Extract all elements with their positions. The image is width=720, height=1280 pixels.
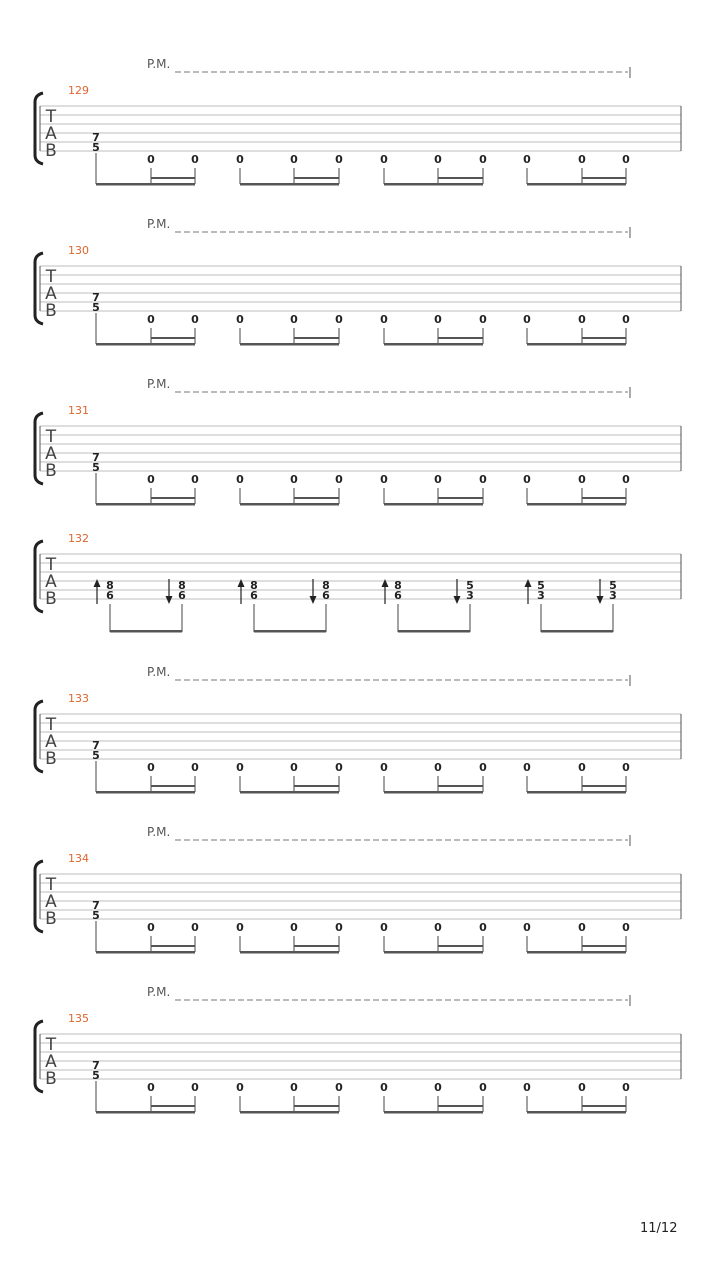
fret-number: 7 <box>92 131 100 144</box>
system-bracket <box>35 253 43 324</box>
fret-number: 8 <box>394 579 402 592</box>
system-bracket <box>35 1021 43 1092</box>
beam <box>384 183 483 186</box>
palm-mute-label: P.M. <box>147 985 171 999</box>
beam-secondary <box>438 945 483 947</box>
fret-number: 0 <box>523 761 531 774</box>
tab-clef-letter: A <box>45 124 57 144</box>
fret-number: 0 <box>622 313 630 326</box>
fret-number: 0 <box>578 1081 586 1094</box>
beam-secondary <box>582 785 626 787</box>
fret-number: 0 <box>191 1081 199 1094</box>
fret-number: 5 <box>537 579 545 592</box>
beam <box>96 183 195 186</box>
beam <box>110 630 182 633</box>
beam-secondary <box>582 945 626 947</box>
fret-number: 0 <box>622 153 630 166</box>
beam-secondary <box>294 1105 339 1107</box>
beam-secondary <box>151 1105 195 1107</box>
beam <box>240 951 339 954</box>
fret-number: 0 <box>290 761 298 774</box>
fret-number: 0 <box>479 761 487 774</box>
measure-number: 130 <box>68 244 89 257</box>
system-bracket <box>35 541 43 612</box>
beam <box>527 1111 626 1114</box>
upstroke-arrowhead <box>525 579 532 587</box>
fret-number: 0 <box>380 1081 388 1094</box>
fret-number: 5 <box>609 579 617 592</box>
beam-secondary <box>151 337 195 339</box>
fret-number: 0 <box>434 761 442 774</box>
tab-clef-letter: T <box>45 555 57 575</box>
fret-number: 0 <box>479 1081 487 1094</box>
measure-number: 134 <box>68 852 89 865</box>
fret-number: 0 <box>290 921 298 934</box>
fret-number: 0 <box>380 473 388 486</box>
system-bracket <box>35 701 43 772</box>
fret-number: 8 <box>250 579 258 592</box>
fret-number: 0 <box>622 1081 630 1094</box>
downstroke-arrowhead <box>166 596 173 604</box>
fret-number: 5 <box>92 141 100 154</box>
beam-secondary <box>294 177 339 179</box>
fret-number: 0 <box>622 921 630 934</box>
beam <box>96 503 195 506</box>
beam-secondary <box>438 1105 483 1107</box>
fret-number: 0 <box>191 473 199 486</box>
fret-number: 0 <box>479 473 487 486</box>
fret-number: 5 <box>92 461 100 474</box>
upstroke-arrowhead <box>238 579 245 587</box>
beam <box>527 183 626 186</box>
fret-number: 0 <box>434 1081 442 1094</box>
beam-secondary <box>438 337 483 339</box>
fret-number: 0 <box>578 153 586 166</box>
system-bracket <box>35 413 43 484</box>
beam-secondary <box>294 497 339 499</box>
beam <box>384 951 483 954</box>
tab-clef-letter: T <box>45 1035 57 1055</box>
fret-number: 0 <box>622 761 630 774</box>
beam <box>240 791 339 794</box>
system-130 <box>35 217 681 346</box>
tab-clef-letter: B <box>45 301 57 321</box>
beam <box>96 791 195 794</box>
fret-number: 0 <box>434 153 442 166</box>
beam-secondary <box>151 945 195 947</box>
tab-clef-letter: A <box>45 732 57 752</box>
beam-secondary <box>151 785 195 787</box>
tab-clef-letter: B <box>45 141 57 161</box>
beam <box>384 1111 483 1114</box>
beam <box>240 1111 339 1114</box>
fret-number: 0 <box>335 761 343 774</box>
fret-number: 7 <box>92 739 100 752</box>
tab-clef-letter: A <box>45 892 57 912</box>
fret-number: 0 <box>335 921 343 934</box>
fret-number: 0 <box>147 153 155 166</box>
fret-number: 0 <box>578 313 586 326</box>
fret-number: 0 <box>434 313 442 326</box>
measure-number: 135 <box>68 1012 89 1025</box>
fret-number: 0 <box>523 313 531 326</box>
fret-number: 8 <box>106 579 114 592</box>
fret-number: 0 <box>380 153 388 166</box>
fret-number: 6 <box>322 589 330 602</box>
fret-number: 0 <box>191 921 199 934</box>
fret-number: 0 <box>191 761 199 774</box>
fret-number: 8 <box>322 579 330 592</box>
tab-clef-letter: A <box>45 1052 57 1072</box>
system-129 <box>35 57 681 186</box>
tab-clef-letter: B <box>45 589 57 609</box>
measure-number: 133 <box>68 692 89 705</box>
fret-number: 0 <box>335 473 343 486</box>
fret-number: 6 <box>394 589 402 602</box>
system-134 <box>35 825 681 954</box>
beam-secondary <box>294 945 339 947</box>
fret-number: 0 <box>479 921 487 934</box>
beam <box>96 1111 195 1114</box>
beam <box>96 951 195 954</box>
fret-number: 0 <box>290 1081 298 1094</box>
tab-clef-letter: B <box>45 1069 57 1089</box>
beam <box>384 343 483 346</box>
fret-number: 0 <box>578 473 586 486</box>
upstroke-arrowhead <box>382 579 389 587</box>
palm-mute-label: P.M. <box>147 217 171 231</box>
fret-number: 7 <box>92 291 100 304</box>
fret-number: 5 <box>466 579 474 592</box>
tab-clef-letter: T <box>45 875 57 895</box>
fret-number: 0 <box>236 1081 244 1094</box>
palm-mute-label: P.M. <box>147 825 171 839</box>
fret-number: 0 <box>523 1081 531 1094</box>
fret-number: 0 <box>479 313 487 326</box>
fret-number: 3 <box>537 589 545 602</box>
fret-number: 0 <box>578 921 586 934</box>
fret-number: 6 <box>178 589 186 602</box>
beam <box>527 951 626 954</box>
fret-number: 5 <box>92 749 100 762</box>
beam-secondary <box>438 497 483 499</box>
beam-secondary <box>582 1105 626 1107</box>
downstroke-arrowhead <box>310 596 317 604</box>
fret-number: 0 <box>380 313 388 326</box>
beam <box>527 791 626 794</box>
fret-number: 0 <box>236 921 244 934</box>
fret-number: 7 <box>92 899 100 912</box>
fret-number: 0 <box>380 761 388 774</box>
fret-number: 0 <box>290 153 298 166</box>
system-135 <box>35 985 681 1114</box>
beam <box>384 791 483 794</box>
tab-clef-letter: T <box>45 107 57 127</box>
tab-clef-letter: T <box>45 715 57 735</box>
fret-number: 0 <box>191 153 199 166</box>
beam <box>240 503 339 506</box>
tab-clef-letter: T <box>45 427 57 447</box>
system-131 <box>35 377 681 506</box>
fret-number: 0 <box>434 921 442 934</box>
beam <box>398 630 470 633</box>
fret-number: 7 <box>92 1059 100 1072</box>
fret-number: 0 <box>335 313 343 326</box>
fret-number: 0 <box>236 761 244 774</box>
fret-number: 3 <box>466 589 474 602</box>
fret-number: 0 <box>236 313 244 326</box>
fret-number: 0 <box>479 153 487 166</box>
fret-number: 0 <box>523 153 531 166</box>
beam-secondary <box>582 497 626 499</box>
palm-mute-label: P.M. <box>147 57 171 71</box>
beam-secondary <box>294 337 339 339</box>
palm-mute-label: P.M. <box>147 377 171 391</box>
beam-secondary <box>582 177 626 179</box>
fret-number: 0 <box>434 473 442 486</box>
measure-number: 132 <box>68 532 89 545</box>
beam-secondary <box>151 177 195 179</box>
beam <box>96 343 195 346</box>
beam <box>384 503 483 506</box>
beam-secondary <box>294 785 339 787</box>
system-bracket <box>35 93 43 164</box>
fret-number: 6 <box>106 589 114 602</box>
fret-number: 0 <box>523 473 531 486</box>
beam <box>527 343 626 346</box>
tab-clef-letter: B <box>45 461 57 481</box>
fret-number: 0 <box>578 761 586 774</box>
beam-secondary <box>151 497 195 499</box>
system-bracket <box>35 861 43 932</box>
fret-number: 0 <box>147 1081 155 1094</box>
fret-number: 0 <box>147 473 155 486</box>
beam-secondary <box>438 177 483 179</box>
beam <box>541 630 613 633</box>
beam-secondary <box>582 337 626 339</box>
fret-number: 0 <box>147 921 155 934</box>
system-132 <box>35 532 681 633</box>
fret-number: 0 <box>290 313 298 326</box>
measure-number: 131 <box>68 404 89 417</box>
measure-number: 129 <box>68 84 89 97</box>
tab-clef-letter: B <box>45 909 57 929</box>
tab-clef-letter: T <box>45 267 57 287</box>
fret-number: 0 <box>147 313 155 326</box>
beam <box>240 343 339 346</box>
tab-clef-letter: B <box>45 749 57 769</box>
system-133 <box>35 665 681 794</box>
fret-number: 5 <box>92 909 100 922</box>
beam <box>240 183 339 186</box>
downstroke-arrowhead <box>597 596 604 604</box>
fret-number: 0 <box>380 921 388 934</box>
fret-number: 5 <box>92 301 100 314</box>
fret-number: 0 <box>335 1081 343 1094</box>
fret-number: 0 <box>523 921 531 934</box>
tab-clef-letter: A <box>45 444 57 464</box>
fret-number: 5 <box>92 1069 100 1082</box>
upstroke-arrowhead <box>94 579 101 587</box>
page-number: 11/12 <box>640 1221 678 1236</box>
fret-number: 3 <box>609 589 617 602</box>
fret-number: 0 <box>290 473 298 486</box>
beam <box>254 630 326 633</box>
tab-clef-letter: A <box>45 572 57 592</box>
fret-number: 8 <box>178 579 186 592</box>
fret-number: 7 <box>92 451 100 464</box>
fret-number: 0 <box>622 473 630 486</box>
tab-clef-letter: A <box>45 284 57 304</box>
fret-number: 0 <box>335 153 343 166</box>
palm-mute-label: P.M. <box>147 665 171 679</box>
beam <box>527 503 626 506</box>
fret-number: 0 <box>236 153 244 166</box>
fret-number: 0 <box>191 313 199 326</box>
downstroke-arrowhead <box>454 596 461 604</box>
fret-number: 0 <box>236 473 244 486</box>
fret-number: 0 <box>147 761 155 774</box>
beam-secondary <box>438 785 483 787</box>
fret-number: 6 <box>250 589 258 602</box>
